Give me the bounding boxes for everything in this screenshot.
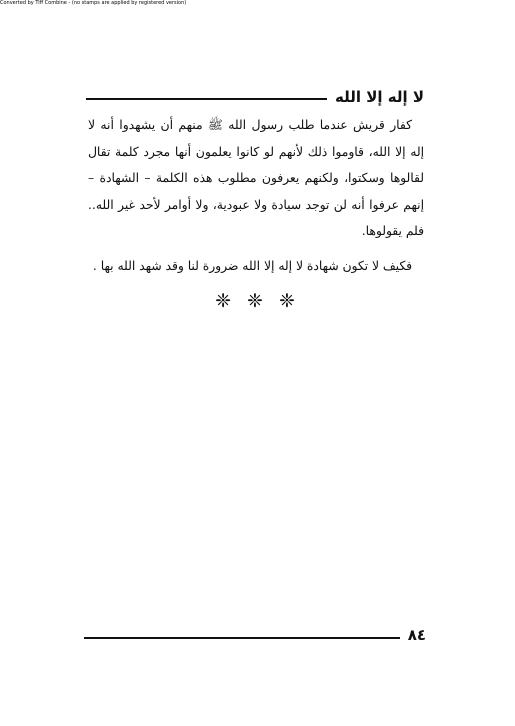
- page-header: [86, 84, 424, 110]
- converter-watermark: Converted by Tiff Combine - (no stamps are applied by registered version): [0, 0, 187, 6]
- page-body: [88, 112, 424, 279]
- page-footer: [84, 624, 426, 646]
- footer-rule: [84, 637, 400, 639]
- page-number: ٨٤: [407, 626, 426, 644]
- page-header-title: لا إله إلا الله: [334, 88, 424, 106]
- header-rule: [86, 98, 327, 100]
- body-paragraph-2: فكيف لا تكون شهادة لا إله إلا الله ضرورة لنا وقد شهد الله بها .: [92, 258, 412, 273]
- section-ornaments: ❈ ❈ ❈: [215, 290, 300, 312]
- body-paragraph-1: كفار قريش عندما طلب رسول الله ﷺ منهم أن يشهدوا أنه لا إله إلا الله، قاوموا ذلك لأنهم لو كانوا يعلمون أنها مجرد كلمة تقال لقالوها وسكتوا، ولكنهم يعرفون مطلوب هذه الكلمة – الشهادة – إنهم عرفوا أنه لن توجد سيادة ولا عبودية، ولا أوامر لأحد غير الله.. فلم يقولوها.: [88, 118, 424, 238]
